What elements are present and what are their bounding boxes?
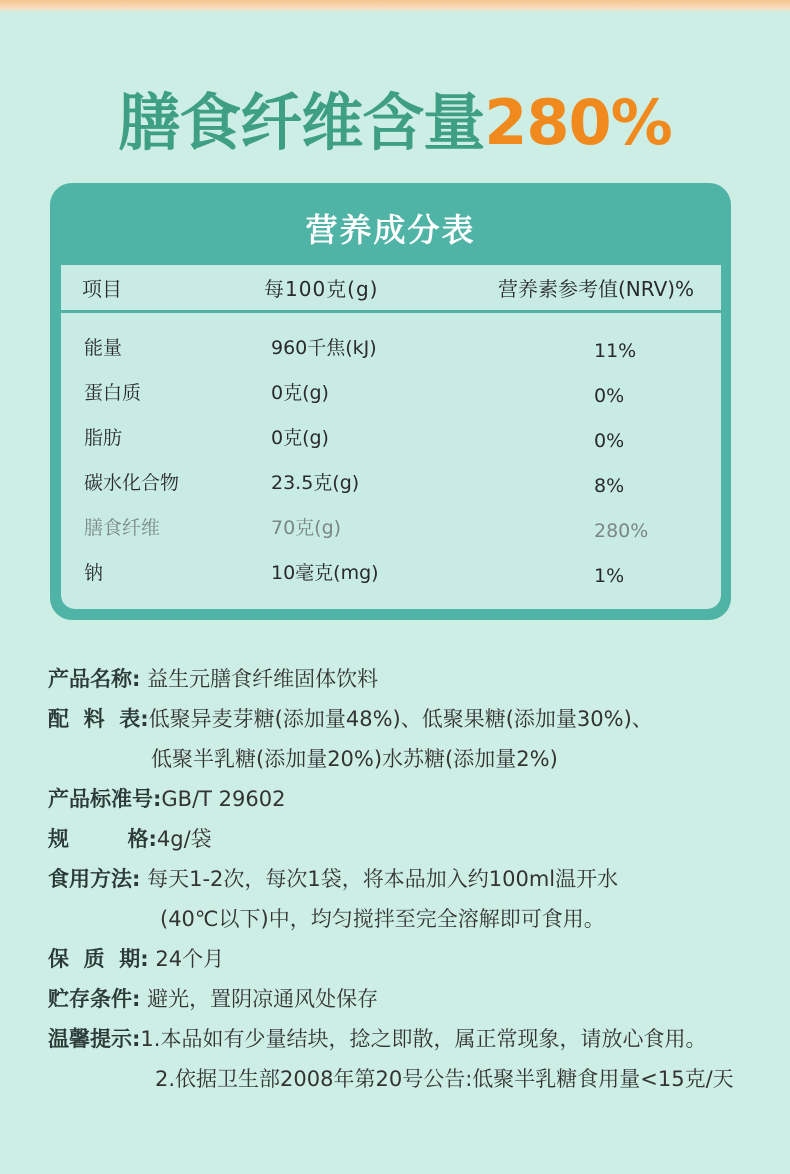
standard-value: GB/T 29602 [161, 787, 286, 811]
tips-line [48, 1024, 706, 1054]
shelf-life-line [48, 944, 224, 974]
product-name-line [48, 664, 378, 694]
ingredients-line-2 [151, 744, 558, 774]
nutrition-table [61, 265, 721, 609]
nutrition-table-card [50, 183, 731, 620]
product-name-label: 产品名称: [48, 667, 141, 691]
storage-line [48, 984, 378, 1014]
headline-text: 膳食纤维含量 [118, 86, 485, 159]
ingredients-value-1: 低聚异麦芽糖(添加量48%)、低聚果糖(添加量30%)、 [148, 707, 653, 731]
nutrition-table-title: 营养成分表 [305, 211, 476, 249]
storage-value: 避光，置阴凉通风处保存 [147, 987, 379, 1011]
tips-label: 温馨提示: [48, 1027, 141, 1051]
shelf-life-value: 24个月 [155, 947, 225, 971]
row-per100: 10毫克(mg) [271, 562, 379, 584]
spec-line [48, 824, 212, 854]
usage-value-2: (40℃以下)中，均匀搅拌至完全溶解即可食用。 [160, 907, 605, 931]
ingredients-label: 配 料 表: [48, 707, 149, 731]
usage-line-2 [160, 904, 605, 934]
usage-label: 食用方法: [48, 867, 141, 891]
row-nrv: 11% [594, 340, 637, 362]
row-item: 蛋白质 [84, 382, 142, 404]
row-nrv: 280% [594, 520, 649, 542]
table-row [61, 335, 721, 375]
table-row [61, 515, 721, 555]
row-item: 钠 [84, 562, 104, 584]
row-per100: 0克(g) [271, 427, 329, 449]
ingredients-value-2: 低聚半乳糖(添加量20%)水苏糖(添加量2%) [151, 747, 558, 771]
row-item: 能量 [84, 337, 123, 359]
page-headline [0, 86, 790, 160]
storage-label: 贮存条件: [48, 987, 141, 1011]
standard-line [48, 784, 285, 814]
row-per100: 70克(g) [271, 517, 342, 539]
table-row [61, 425, 721, 465]
header-nrv: 营养素参考值(NRV)% [498, 277, 695, 301]
headline-value: 280% [484, 86, 672, 159]
tips-value-2: 2.依据卫生部2008年第20号公告:低聚半乳糖食用量<15克/天 [155, 1067, 734, 1091]
tips-value-1: 1.本品如有少量结块，捻之即散，属正常现象，请放心食用。 [140, 1027, 707, 1051]
product-name-value: 益生元膳食纤维固体饮料 [147, 667, 379, 691]
standard-label: 产品标准号: [48, 787, 162, 811]
row-nrv: 0% [594, 385, 625, 407]
tips-line-2 [155, 1064, 734, 1094]
row-per100: 960千焦(kJ) [271, 337, 377, 359]
row-item: 膳食纤维 [84, 517, 161, 539]
ingredients-line [48, 704, 653, 734]
row-nrv: 8% [594, 475, 625, 497]
header-item: 项目 [82, 277, 122, 301]
spec-label: 规 格: [48, 827, 157, 851]
spec-value: 4g/袋 [156, 827, 212, 851]
row-item: 脂肪 [84, 427, 123, 449]
top-decoration [0, 0, 790, 12]
table-header [61, 276, 721, 313]
row-per100: 23.5克(g) [271, 472, 360, 494]
table-row [61, 380, 721, 420]
row-nrv: 0% [594, 430, 625, 452]
usage-value-1: 每天1-2次，每次1袋，将本品加入约100ml温开水 [147, 867, 619, 891]
table-row [61, 560, 721, 600]
usage-line [48, 864, 618, 894]
row-item: 碳水化合物 [84, 472, 180, 494]
header-per100: 每100克(g) [264, 277, 379, 301]
row-per100: 0克(g) [271, 382, 329, 404]
table-row [61, 470, 721, 510]
row-nrv: 1% [594, 565, 625, 587]
shelf-life-label: 保 质 期: [48, 947, 149, 971]
